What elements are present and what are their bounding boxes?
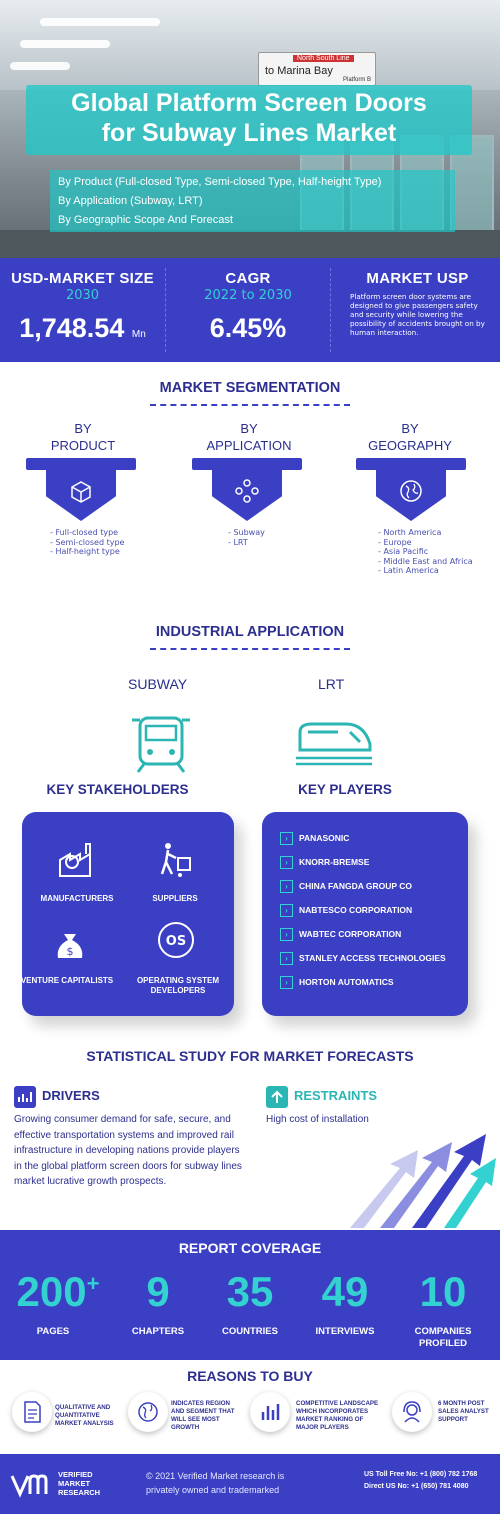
cagr-value: 6.45% [209, 313, 287, 343]
coverage-countries-value: 35 [226, 1268, 274, 1315]
vmr-logo-icon [10, 1470, 54, 1498]
reason-text: INDICATES REGION AND SEGMENT THAT WILL SEE MOST GROWTH [171, 1400, 235, 1431]
report-coverage [0, 1230, 500, 1360]
list-item: - Asia Pacific [378, 547, 473, 557]
money-bag-icon [50, 924, 90, 964]
heading-underline [150, 404, 350, 406]
vmr-brand: VERIFIED MARKET RESEARCH [58, 1470, 101, 1497]
ceiling-light [20, 40, 110, 48]
stakeholder-manufacturers: MANUFACTURERS [40, 894, 114, 903]
statistical-heading: STATISTICAL STUDY FOR MARKET FORECASTS [86, 1048, 414, 1064]
coverage-companies-value: 10 [419, 1268, 467, 1315]
stakeholder-os-developers: OPERATING SYSTEM DEVELOPERS [136, 976, 220, 995]
lrt-train-icon [294, 716, 374, 766]
copyright: © 2021 Verified Market research is privately owned and trademarked [146, 1471, 285, 1495]
segment-geography-heading: BY GEOGRAPHY [368, 421, 452, 453]
market-usp-text: Platform screen door systems are designed to give passengers safety and security while lowering the possibility of accidents brought on by human interaction. [350, 292, 485, 337]
stakeholder-suppliers: SUPPLIERS [152, 894, 198, 903]
coverage-pages-label: PAGES [36, 1326, 70, 1337]
drivers-label: DRIVERS [42, 1088, 100, 1103]
chevron-right-icon: › [280, 904, 293, 917]
chevron-right-icon: › [280, 976, 293, 989]
chevron-right-icon: › [280, 952, 293, 965]
product-shield [46, 466, 116, 521]
coverage-interviews-label: INTERVIEWS [315, 1326, 375, 1337]
list-item: - Europe [378, 538, 473, 548]
player-item: › STANLEY ACCESS TECHNOLOGIES [280, 952, 446, 966]
sign-line: North South Line [293, 55, 354, 62]
subtitle-geography: By Geographic Scope And Forecast [58, 214, 233, 226]
list-item: - Subway [228, 528, 265, 538]
coverage-pages-value: 200+ [16, 1268, 100, 1315]
subtitle-product: By Product (Full-closed Type, Semi-closed Type, Half-height Type) [58, 176, 382, 188]
player-item: › PANASONIC [280, 832, 349, 846]
list-item: - Full-closed type [50, 528, 124, 538]
document-icon [12, 1392, 52, 1432]
list-item: - Latin America [378, 566, 473, 576]
market-usp-label: MARKET USP [366, 270, 469, 287]
product-list [50, 528, 124, 557]
svg-text:OS: OS [165, 934, 187, 949]
coverage-companies-label: COMPANIES PROFILED [414, 1326, 472, 1349]
reason-icon [250, 1392, 290, 1432]
contact-info [364, 1469, 477, 1493]
cagr-label: CAGR [225, 270, 271, 287]
player-item: › CHINA FANGDA GROUP CO [280, 880, 412, 894]
support-agent-icon [392, 1392, 432, 1432]
platform-floor [0, 230, 500, 258]
station-sign [258, 52, 376, 86]
coverage-heading: REPORT COVERAGE [178, 1240, 322, 1256]
list-item: - Semi-closed type [50, 538, 124, 548]
svg-text:$: $ [66, 945, 74, 958]
list-item: - Middle East and Africa [378, 557, 473, 567]
restraints-text: High cost of installation [266, 1114, 369, 1125]
direct-us: Direct US No: +1 (650) 781 4080 [364, 1483, 469, 1490]
reason-icon [12, 1392, 52, 1432]
drivers-text: Growing consumer demand for safe, secure, and effective transportation systems and improved rail infrastructure in developing nations provide players in the global platform screen doors for subway lines market lucrative growth prospects. [14, 1114, 242, 1187]
list-item: - Half-height type [50, 547, 124, 557]
geography-list [378, 528, 473, 576]
ceiling-light [40, 18, 160, 26]
ceiling-light [10, 62, 70, 70]
market-size-label: USD-MARKET SIZE [11, 270, 154, 287]
page-title: Global Platform Screen Doors for Subway Lines Market [71, 89, 427, 147]
coverage-chapters-value: 9 [146, 1268, 170, 1315]
player-item: › KNORR-BREMSE [280, 856, 369, 870]
hero-banner [0, 0, 500, 258]
cagr-stat [168, 258, 328, 362]
delivery-icon [156, 840, 196, 880]
chevron-right-icon: › [280, 880, 293, 893]
player-item: › NABTESCO CORPORATION [280, 904, 412, 918]
growth-arrows-graphic [340, 1128, 500, 1228]
player-item: › HORTON AUTOMATICS [280, 976, 394, 990]
coverage-countries-label: COUNTRIES [222, 1326, 278, 1337]
reason-icon [392, 1392, 432, 1432]
reason-text: COMPETITIVE LANDSCAPE WHICH INCORPORATES MARKET RANKING OF MAJOR PLAYERS [296, 1400, 379, 1431]
drivers-icon [14, 1086, 36, 1108]
bar-chart-icon [250, 1392, 290, 1432]
market-size-year: 2030 [65, 288, 100, 303]
reason-text: 6 MONTH POST SALES ANALYST SUPPORT [438, 1400, 489, 1423]
globe-icon [398, 478, 424, 504]
subway-train-icon [130, 712, 192, 774]
restraints-icon [266, 1086, 288, 1108]
list-item: - LRT [228, 538, 265, 548]
factory-icon [56, 840, 96, 880]
heading-underline [150, 648, 350, 650]
segment-product-heading: BY PRODUCT [50, 421, 116, 453]
application-list [228, 528, 265, 547]
application-shield [212, 466, 282, 521]
players-heading: KEY PLAYERS [298, 782, 392, 797]
reason-icon [128, 1392, 168, 1432]
cagr-years: 2022 to 2030 [204, 288, 292, 303]
stakeholder-venture-capitalists: VENTURE CAPITALISTS [20, 976, 114, 985]
chevron-right-icon: › [280, 856, 293, 869]
network-icon [234, 478, 260, 504]
reason-text: QUALITATIVE AND QUANTITATIVE MARKET ANALYSIS [55, 1404, 114, 1427]
market-size-value: 1,748.54 Mn [19, 313, 146, 343]
sign-platform: Platform B [343, 77, 372, 83]
subtitle-application: By Application (Subway, LRT) [58, 195, 203, 207]
subway-label: SUBWAY [128, 676, 188, 692]
divider [165, 268, 166, 352]
us-toll-free: US Toll Free No: +1 (800) 782 1768 [364, 1471, 478, 1478]
divider [330, 268, 331, 352]
chevron-right-icon: › [280, 832, 293, 845]
sign-destination: to Marina Bay [265, 65, 333, 77]
reasons-heading: REASONS TO BUY [187, 1368, 313, 1384]
industrial-heading: INDUSTRIAL APPLICATION [155, 624, 345, 640]
coverage-interviews-value: 49 [321, 1268, 369, 1315]
segmentation-heading: MARKET SEGMENTATION [159, 380, 341, 396]
box-icon [68, 478, 94, 504]
restraints-label: RESTRAINTS [294, 1088, 378, 1103]
os-icon [156, 920, 196, 960]
geography-shield [376, 466, 446, 521]
market-size-stat [0, 258, 165, 362]
segment-application-heading: BY APPLICATION [206, 421, 292, 453]
chevron-right-icon: › [280, 928, 293, 941]
footer [0, 1454, 500, 1514]
lrt-label: LRT [318, 676, 345, 692]
stakeholders-heading: KEY STAKEHOLDERS [46, 782, 189, 797]
list-item: - North America [378, 528, 473, 538]
globe-icon [128, 1392, 168, 1432]
player-item: › WABTEC CORPORATION [280, 928, 401, 942]
coverage-chapters-label: CHAPTERS [131, 1326, 185, 1337]
